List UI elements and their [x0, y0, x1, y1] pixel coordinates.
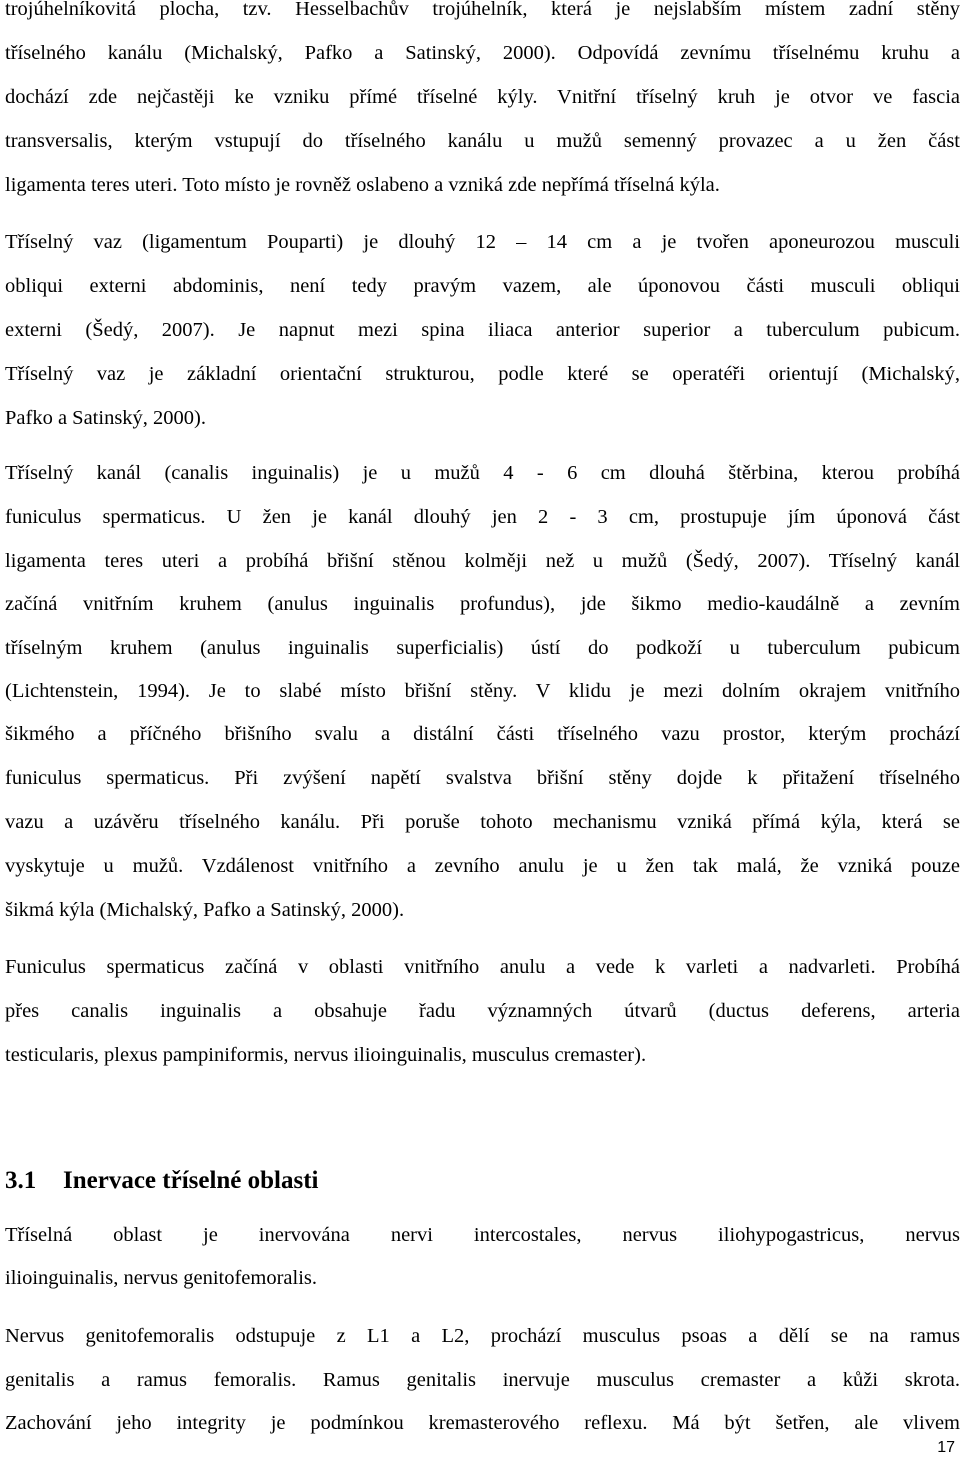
text-line: testicularis, plexus pampiniformis, nervus ilioinguinalis, musculus cremaster).: [5, 1044, 647, 1066]
text-line: obliqui externi abdominis, není tedy pravým vazem, ale úponovou části musculi obliqui: [5, 275, 960, 297]
text-line: transversalis, kterým vstupují do tříselného kanálu u mužů semenný provazec a u žen část: [5, 130, 960, 152]
text-line: vazu a uzávěru tříselného kanálu. Při poruše tohoto mechanismu vzniká přímá kýla, která se: [5, 811, 960, 833]
text-line: externi (Šedý, 2007). Je napnut mezi spina iliaca anterior superior a tuberculum pubicum.: [5, 319, 960, 341]
text-line: Tříselný vaz je základní orientační strukturou, podle které se operatéři orientují (Michalský,: [5, 363, 960, 385]
text-line: (Lichtenstein, 1994). Je to slabé místo břišní stěny. V klidu je mezi dolním okrajem vnitřního: [5, 680, 960, 702]
text-line: dochází zde nejčastěji ke vzniku přímé tříselné kýly. Vnitřní tříselný kruh je otvor ve fascia: [5, 86, 960, 108]
text-line: vyskytuje u mužů. Vzdálenost vnitřního a zevního anulu je u žen tak malá, že vzniká pouze: [5, 855, 960, 877]
text-line: přes canalis inguinalis a obsahuje řadu významných útvarů (ductus deferens, arteria: [5, 1000, 960, 1022]
text-line: Nervus genitofemoralis odstupuje z L1 a L2, prochází musculus psoas a dělí se na ramus: [5, 1325, 960, 1347]
text-line: Tříselný kanál (canalis inguinalis) je u mužů 4 - 6 cm dlouhá štěrbina, kterou probíhá: [5, 462, 960, 484]
text-line: tříselným kruhem (anulus inguinalis superficialis) ústí do podkoží u tuberculum pubicum: [5, 637, 960, 659]
page-number: 17: [937, 1439, 955, 1456]
text-line: Tříselná oblast je inervována nervi intercostales, nervus iliohypogastricus, nervus: [5, 1224, 960, 1246]
text-line: trojúhelníkovitá plocha, tzv. Hesselbachův trojúhelník, která je nejslabším místem zadní stěny: [5, 0, 960, 20]
text-line: ilioinguinalis, nervus genitofemoralis.: [5, 1267, 318, 1289]
section-heading: [5, 1165, 319, 1197]
text-line: šikmého a příčného břišního svalu a distální části tříselného vazu prostor, kterým prochází: [5, 723, 960, 745]
text-line: ligamenta teres uteri. Toto místo je rovněž oslabeno a vzniká zde nepřímá tříselná kýla.: [5, 174, 720, 196]
text-line: tříselného kanálu (Michalský, Pafko a Satinský, 2000). Odpovídá zevnímu tříselnému kruhu a: [5, 42, 960, 64]
text-line: začíná vnitřním kruhem (anulus inguinalis profundus), jde šikmo medio-kaudálně a zevním: [5, 593, 960, 615]
text-line: Tříselný vaz (ligamentum Pouparti) je dlouhý 12 – 14 cm a je tvořen aponeurozou musculi: [5, 231, 960, 253]
section-title: Inervace tříselné oblasti: [63, 1167, 319, 1194]
section-number: 3.1: [5, 1167, 37, 1194]
text-line: funiculus spermaticus. U žen je kanál dlouhý jen 2 - 3 cm, prostupuje jím úponová část: [5, 506, 960, 528]
text-line: funiculus spermaticus. Při zvýšení napětí svalstva břišní stěny dojde k přitažení tříselného: [5, 767, 960, 789]
text-line: ligamenta teres uteri a probíhá břišní stěnou kolměji než u mužů (Šedý, 2007). Tříselný kanál: [5, 550, 960, 572]
text-line: Pafko a Satinský, 2000).: [5, 407, 206, 429]
text-line: genitalis a ramus femoralis. Ramus genitalis inervuje musculus cremaster a kůži skrota.: [5, 1369, 960, 1391]
text-line: Funiculus spermaticus začíná v oblasti vnitřního anulu a vede k varleti a nadvarleti. Probíhá: [5, 956, 960, 978]
text-line: Zachování jeho integrity je podmínkou kremasterového reflexu. Má být šetřen, ale vlivem: [5, 1412, 960, 1434]
text-line: šikmá kýla (Michalský, Pafko a Satinský, 2000).: [5, 899, 405, 921]
